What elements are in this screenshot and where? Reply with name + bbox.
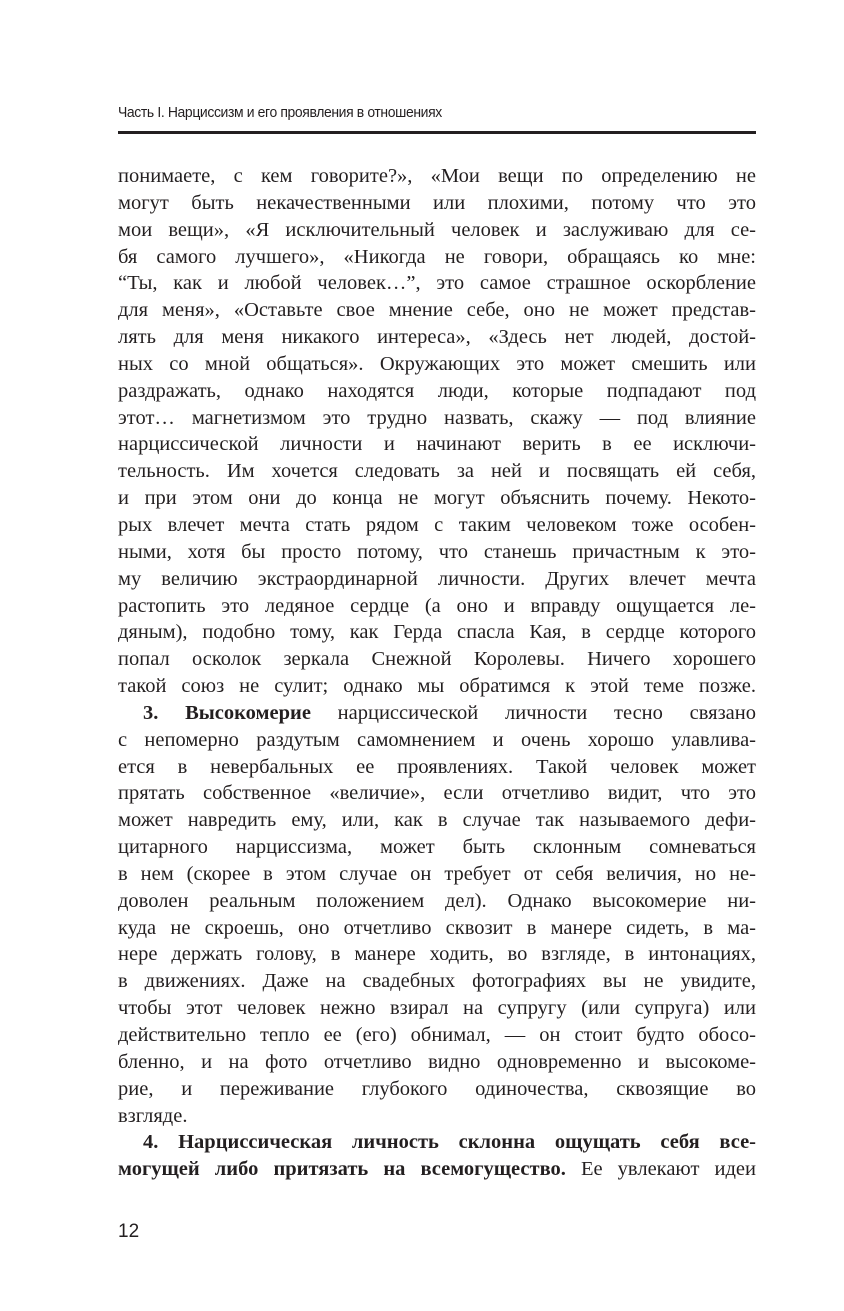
text-line (118, 780, 756, 807)
text-line (118, 861, 756, 888)
line-text: такой союз не сулит; однако мы обратимся к этой теме позже. (118, 675, 756, 698)
text-line (118, 244, 756, 271)
line-text: му величию экстраординарной личности. Других влечет мечта (118, 567, 756, 590)
text-line (118, 539, 756, 566)
text-line (118, 163, 756, 190)
line-text: “Ты, как и любой человек…”, это самое страшное оскорбление (118, 272, 756, 295)
line-text: в нем (скорее в этом случае он требует от себя величия, но не- (118, 862, 756, 885)
text-line (118, 593, 756, 620)
running-header (118, 104, 756, 121)
line-text: нарциссической личности и начинают верить в ее исключи- (118, 433, 756, 456)
page-number: 12 (118, 1221, 140, 1242)
line-text: рие, и переживание глубокого одиночества, сквозящие во (118, 1077, 756, 1100)
line-text: прятать собственное «величие», если отчетливо видит, что это (118, 782, 756, 805)
text-line (118, 727, 756, 754)
bold-text: могущей либо притязать на всемогущество. (118, 1158, 566, 1181)
line-text: Ее увлекают идеи (565, 1158, 756, 1181)
text-line (118, 297, 756, 324)
line-text: ных со мной общаться». Окружающих это может смешить или (118, 352, 756, 375)
line-text: нере держать голову, в манере ходить, во взгляде, в интонациях, (118, 943, 756, 966)
text-line (118, 190, 756, 217)
line-text: ется в невербальных ее проявлениях. Такой человек может (118, 755, 756, 778)
text-line (118, 995, 756, 1022)
line-text: бя самого лучшего», «Никогда не говори, обращаясь ко мне: (118, 245, 756, 268)
text-line (118, 941, 756, 968)
line-text: взгляде. (118, 1104, 188, 1127)
line-text: нарциссической личности тесно связано (310, 701, 756, 724)
text-line (118, 324, 756, 351)
header-rule (118, 131, 756, 134)
text-line (118, 378, 756, 405)
bold-text: 4. Нарциссическая личность склонна ощущать себя все- (143, 1131, 756, 1154)
text-line (118, 646, 756, 673)
body-text (118, 163, 756, 1183)
text-line (118, 1076, 756, 1103)
text-line (118, 458, 756, 485)
text-line (118, 351, 756, 378)
running-title: Часть I. Нарциссизм и его проявления в отношениях (118, 104, 442, 121)
text-line (118, 1103, 756, 1130)
line-text: с непомерно раздутым самомнением и очень хорошо улавлива- (118, 728, 756, 751)
text-line (118, 431, 756, 458)
text-line (118, 754, 756, 781)
line-text: мои вещи», «Я исключительный человек и заслуживаю для се- (118, 218, 756, 241)
line-text: может навредить ему, или, как в случае так называемого дефи- (118, 809, 756, 832)
line-text: могут быть некачественными или плохими, потому что это (118, 191, 756, 214)
line-text: и при этом они до конца не могут объяснить почему. Некото- (118, 487, 756, 510)
text-line (118, 619, 756, 646)
text-line (118, 1129, 756, 1156)
line-text: для меня», «Оставьте свое мнение себе, оно не может представ- (118, 299, 756, 322)
text-line (118, 834, 756, 861)
text-line (118, 1022, 756, 1049)
line-text: тельность. Им хочется следовать за ней и посвящать ей себя, (118, 460, 756, 483)
line-text: ными, хотя бы просто потому, что станешь причастным к это- (118, 540, 756, 563)
text-line (118, 807, 756, 834)
text-line (118, 700, 756, 727)
line-text: лять для меня никакого интереса», «Здесь нет людей, достой- (118, 326, 756, 349)
line-text: чтобы этот человек нежно взирал на супругу (или супруга) или (118, 997, 756, 1020)
text-line (118, 270, 756, 297)
text-line (118, 915, 756, 942)
line-text: попал осколок зеркала Снежной Королевы. Ничего хорошего (118, 648, 756, 671)
text-line (118, 673, 756, 700)
text-line (118, 512, 756, 539)
line-text: понимаете, с кем говорите?», «Мои вещи по определению не (118, 165, 756, 187)
line-text: раздражать, однако находятся люди, которые подпадают под (118, 379, 756, 402)
line-text: этот… магнетизмом это трудно назвать, скажу — под влияние (118, 406, 756, 429)
line-text: цитарного нарциссизма, может быть склонным сомневаться (118, 836, 756, 859)
text-line (118, 217, 756, 244)
line-text: куда не скроешь, оно отчетливо сквозит в манере сидеть, в ма- (118, 916, 756, 939)
line-text: растопить это ледяное сердце (а оно и вправду ощущается ле- (118, 594, 756, 617)
bold-text: 3. Высокомерие (143, 701, 311, 724)
text-line (118, 405, 756, 432)
line-text: бленно, и на фото отчетливо видно одновременно и высокоме- (118, 1050, 756, 1073)
line-text: действительно тепло ее (его) обнимал, — он стоит будто обосо- (118, 1024, 756, 1046)
line-text: доволен реальным положением дел). Однако высокомерие ни- (118, 889, 756, 912)
text-line (118, 968, 756, 995)
text-line (118, 888, 756, 915)
text-line (118, 566, 756, 593)
line-text: рых влечет мечта стать рядом с таким человеком тоже особен- (118, 513, 756, 536)
text-line (118, 485, 756, 512)
text-line (118, 1049, 756, 1076)
line-text: дяным), подобно тому, как Герда спасла Кая, в сердце которого (118, 621, 756, 644)
text-line (118, 1156, 756, 1183)
line-text: в движениях. Даже на свадебных фотографиях вы не увидите, (118, 970, 756, 993)
